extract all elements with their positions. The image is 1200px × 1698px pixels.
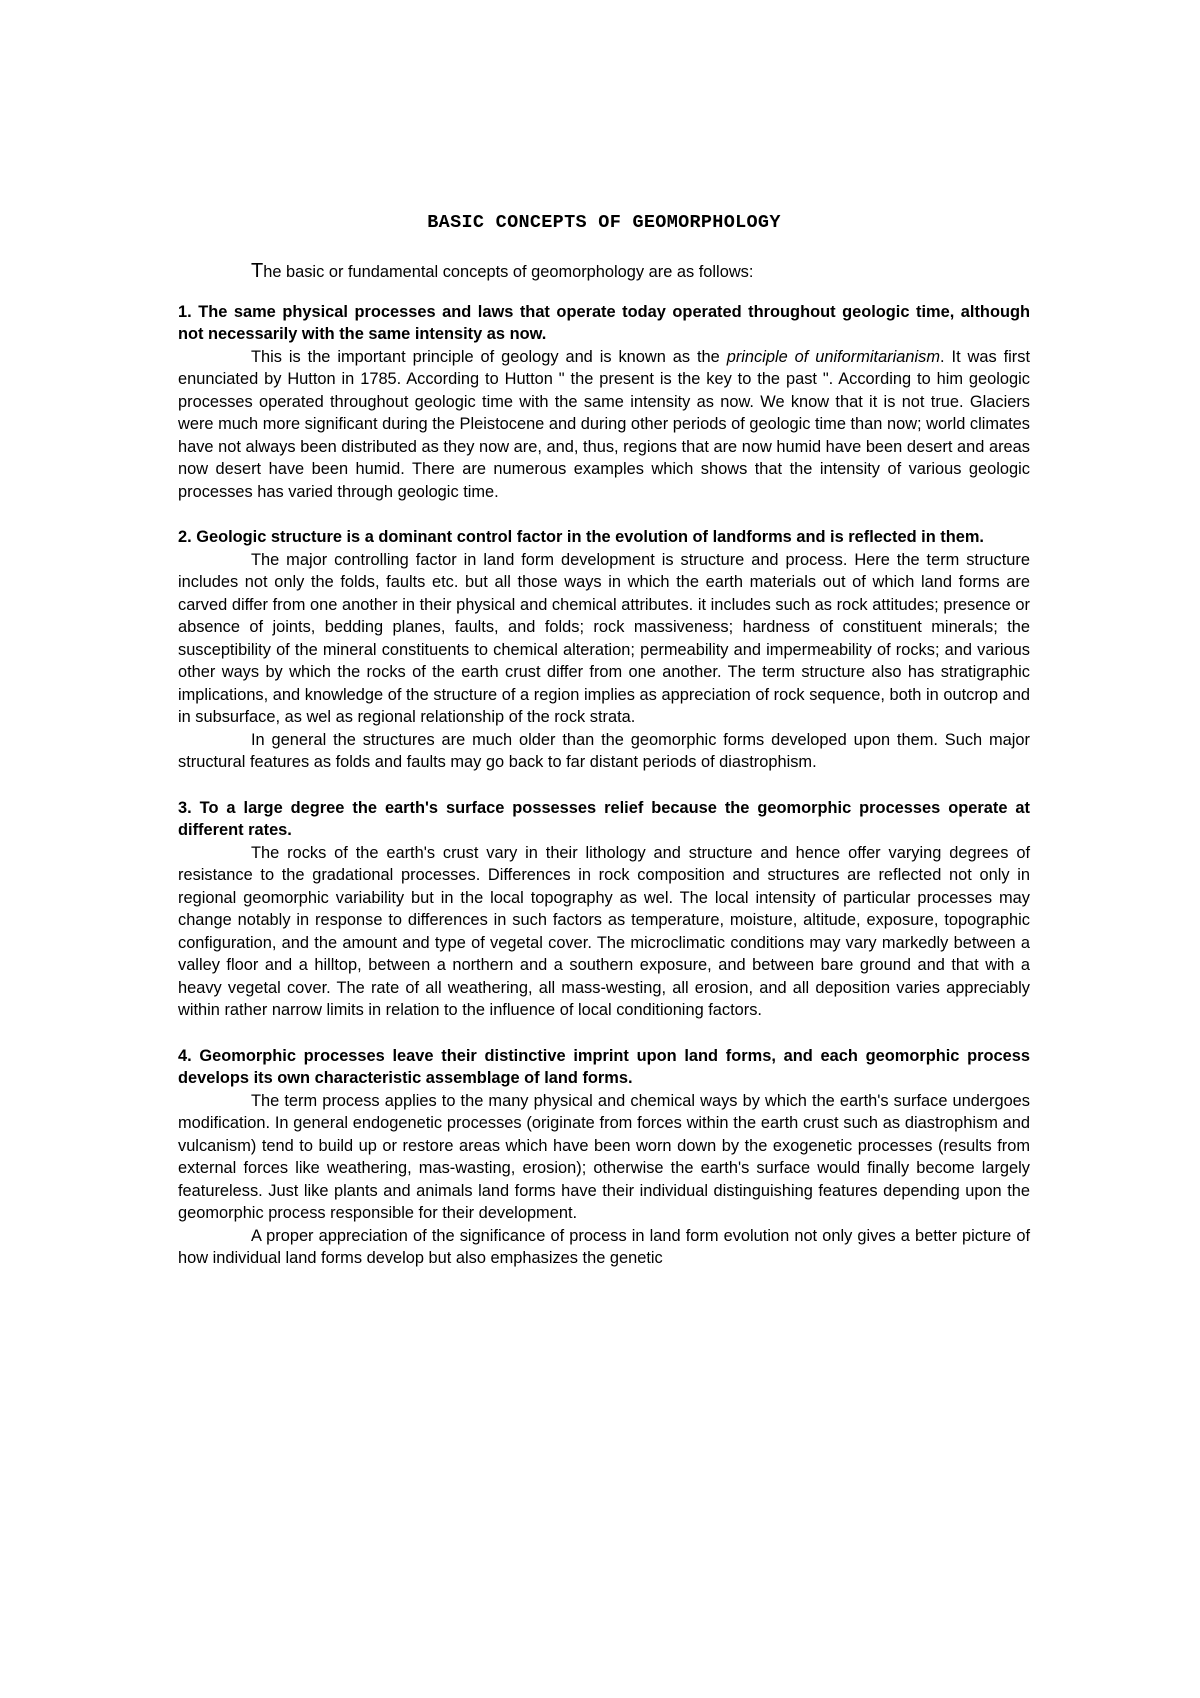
- document-body: [178, 210, 1030, 1270]
- section-4-paragraph-2: A proper appreciation of the significance of process in land form evolution not only gives a better picture of how individual land forms develop but also emphasizes the genetic: [178, 1226, 1030, 1267]
- intro-drop-letter: T: [251, 260, 264, 282]
- section-4-paragraph-1: The term process applies to the many physical and chemical ways by which the earth's surface undergoes modification. In general endogenetic processes (originate from forces within the earth crust such as diastrophism and vulcanism) tend to build up or restore areas which have been worn down by the exogenetic processes (results from external forces like weathering, mas-wasting, erosion); otherwise the earth's surface would finally become largely featureless. Just like plants and animals land forms have their individual distinguishing features depending upon the geomorphic process responsible for their development.: [178, 1091, 1030, 1222]
- page-title: BASIC CONCEPTS OF GEOMORPHOLOGY: [427, 212, 781, 233]
- section-1-italic-term: principle of uniformitarianism: [726, 347, 941, 366]
- intro-word-tail: he: [263, 263, 282, 281]
- section-3-heading: 3. To a large degree the earth's surface possesses relief because the geomorphic processes operate at different rates.: [178, 798, 1030, 839]
- intro-text: basic or fundamental concepts of geomorphology are as follows:: [281, 263, 754, 281]
- section-1-text-after: . It was first enunciated by Hutton in 1785. According to Hutton " the present is the key to the past ". According to him geologic processes operated throughout geologic time with the same intensity as now. We know that it is not true. Glaciers were much more significant during the Pleistocene and during other periods of geologic time than now; world climates have not always been distributed as they now are, and, thus, regions that are now humid have been desert and areas now desert have been humid. There are numerous examples which shows that the intensity of various geologic processes has varied through geologic time.: [178, 347, 1031, 501]
- section-3-paragraph-1: The rocks of the earth's crust vary in their lithology and structure and hence offer varying degrees of resistance to the gradational processes. Differences in rock composition and structures are reflected not only in regional geomorphic variability but in the local topography as wel. The local intensity of particular processes may change notably in response to differences in such factors as temperature, moisture, altitude, exposure, topographic configuration, and the amount and type of vegetal cover. The microclimatic conditions may vary markedly between a valley floor and a hilltop, between a northern and a southern exposure, and between bare ground and that with a heavy vegetal cover. The rate of all weathering, all mass-westing, all erosion, and all deposition varies appreciably within rather narrow limits in relation to the influence of local conditioning factors.: [178, 843, 1030, 1019]
- section-gap: [178, 774, 1030, 797]
- section-1-text-before: This is the important principle of geology and is known as the: [251, 347, 727, 366]
- section-2-heading: 2. Geologic structure is a dominant control factor in the evolution of landforms and is reflected in them.: [178, 528, 984, 546]
- section-gap: [178, 503, 1030, 526]
- section-4-heading: 4. Geomorphic processes leave their distinctive imprint upon land forms, and each geomorphic process develops its own characteristic assemblage of land forms.: [178, 1046, 1030, 1087]
- intro-paragraph: [251, 260, 1030, 284]
- section-2-paragraph-2: In general the structures are much older than the geomorphic forms developed upon them. Such major structural features as folds and faults may go back to far distant periods of diastrophism.: [178, 730, 1030, 771]
- section-gap: [178, 1022, 1030, 1045]
- section-1-heading: 1. The same physical processes and laws that operate today operated throughout geologic time, although not necessarily with the same intensity as now.: [178, 302, 1030, 343]
- section-1-paragraph: [178, 346, 1030, 504]
- section-2-paragraph-1: The major controlling factor in land form development is structure and process. Here the term structure includes not only the folds, faults etc. but all those ways in which the earth materials out of which land forms are carved differ from one another in their physical and chemical attributes. it includes such as rock attitudes; presence or absence of joints, bedding planes, faults, and folds; rock massiveness; hardness of constituent minerals; the susceptibility of the mineral constituents to chemical alteration; permeability and impermeability of rocks; and various other ways by which the rocks of the earth crust differ from one another. The term structure also has stratigraphic implications, and knowledge of the structure of a region implies as appreciation of rock sequence, both in outcrop and in subsurface, as wel as regional relationship of the rock strata.: [178, 550, 1030, 726]
